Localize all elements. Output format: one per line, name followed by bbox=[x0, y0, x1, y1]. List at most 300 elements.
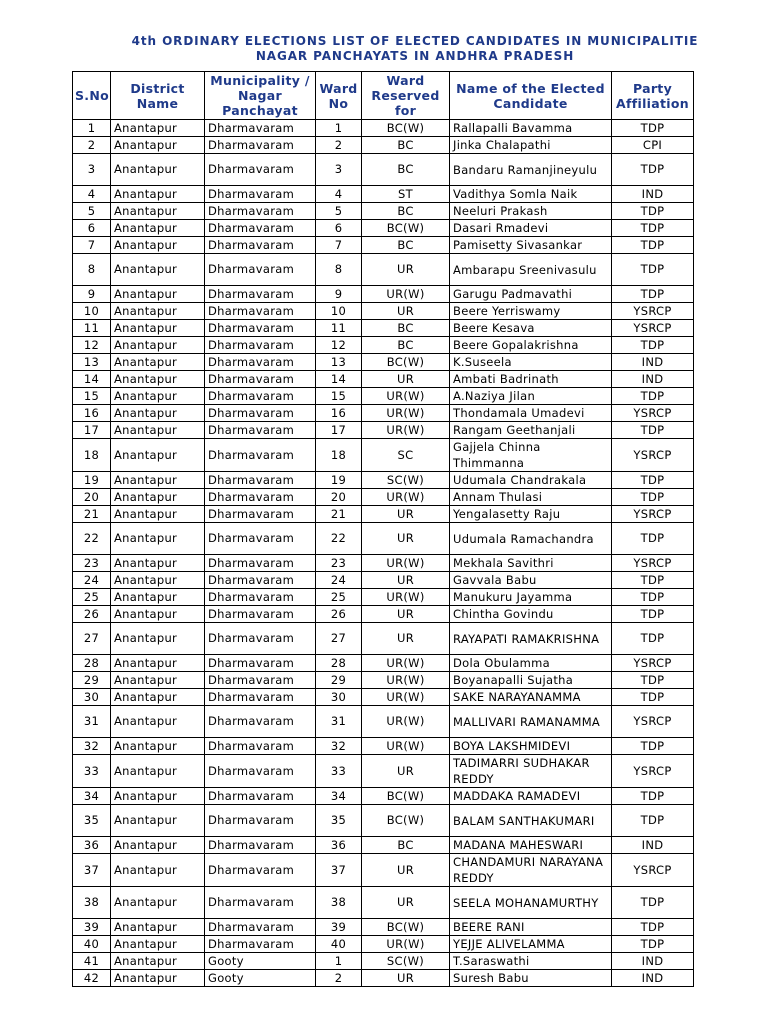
header-sno: S.No bbox=[73, 72, 111, 120]
cell-ward-no: 27 bbox=[316, 623, 362, 655]
cell-municipality: Dharmavaram bbox=[205, 388, 316, 405]
cell-candidate: Ambati Badrinath bbox=[450, 371, 612, 388]
cell-candidate: Udumala Chandrakala bbox=[450, 472, 612, 489]
cell-party: TDP bbox=[612, 672, 694, 689]
cell-ward-no: 12 bbox=[316, 337, 362, 354]
cell-party: YSRCP bbox=[612, 320, 694, 337]
table-row bbox=[73, 805, 694, 837]
table-row bbox=[73, 706, 694, 738]
cell-ward-no: 25 bbox=[316, 589, 362, 606]
cell-municipality: Dharmavaram bbox=[205, 887, 316, 919]
cell-district: Anantapur bbox=[111, 154, 205, 186]
cell-sno: 17 bbox=[73, 422, 111, 439]
cell-candidate: Yengalasetty Raju bbox=[450, 506, 612, 523]
cell-district: Anantapur bbox=[111, 489, 205, 506]
cell-candidate: RAYAPATI RAMAKRISHNA bbox=[450, 623, 612, 655]
table-row bbox=[73, 337, 694, 354]
cell-ward-no: 34 bbox=[316, 788, 362, 805]
cell-district: Anantapur bbox=[111, 506, 205, 523]
cell-municipality: Dharmavaram bbox=[205, 706, 316, 738]
cell-ward-reserved: UR(W) bbox=[362, 555, 450, 572]
cell-sno: 16 bbox=[73, 405, 111, 422]
cell-ward-no: 21 bbox=[316, 506, 362, 523]
cell-ward-reserved: BC bbox=[362, 137, 450, 154]
cell-district: Anantapur bbox=[111, 320, 205, 337]
cell-municipality: Dharmavaram bbox=[205, 186, 316, 203]
cell-ward-reserved: UR(W) bbox=[362, 489, 450, 506]
cell-district: Anantapur bbox=[111, 788, 205, 805]
cell-district: Anantapur bbox=[111, 137, 205, 154]
table-row bbox=[73, 672, 694, 689]
cell-party: TDP bbox=[612, 388, 694, 405]
table-row bbox=[73, 422, 694, 439]
cell-party: YSRCP bbox=[612, 706, 694, 738]
cell-candidate: Suresh Babu bbox=[450, 970, 612, 987]
cell-candidate: Dasari Rmadevi bbox=[450, 220, 612, 237]
cell-ward-no: 2 bbox=[316, 137, 362, 154]
cell-party: TDP bbox=[612, 286, 694, 303]
cell-ward-no: 35 bbox=[316, 805, 362, 837]
cell-party: TDP bbox=[612, 489, 694, 506]
cell-ward-no: 23 bbox=[316, 555, 362, 572]
cell-ward-no: 5 bbox=[316, 203, 362, 220]
table-body bbox=[73, 120, 694, 987]
cell-sno: 22 bbox=[73, 523, 111, 555]
cell-district: Anantapur bbox=[111, 371, 205, 388]
cell-district: Anantapur bbox=[111, 555, 205, 572]
cell-district: Anantapur bbox=[111, 854, 205, 887]
cell-sno: 26 bbox=[73, 606, 111, 623]
cell-sno: 20 bbox=[73, 489, 111, 506]
cell-sno: 31 bbox=[73, 706, 111, 738]
cell-sno: 39 bbox=[73, 919, 111, 936]
cell-sno: 28 bbox=[73, 655, 111, 672]
cell-municipality: Dharmavaram bbox=[205, 472, 316, 489]
cell-municipality: Dharmavaram bbox=[205, 506, 316, 523]
cell-ward-no: 32 bbox=[316, 738, 362, 755]
cell-ward-reserved: UR bbox=[362, 254, 450, 286]
cell-ward-no: 2 bbox=[316, 970, 362, 987]
cell-candidate: CHANDAMURI NARAYANA REDDY bbox=[450, 854, 612, 887]
cell-ward-reserved: BC(W) bbox=[362, 919, 450, 936]
cell-sno: 36 bbox=[73, 837, 111, 854]
cell-district: Anantapur bbox=[111, 354, 205, 371]
table-row bbox=[73, 738, 694, 755]
table-row bbox=[73, 354, 694, 371]
cell-ward-reserved: SC(W) bbox=[362, 472, 450, 489]
cell-municipality: Gooty bbox=[205, 970, 316, 987]
cell-candidate: YEJJE ALIVELAMMA bbox=[450, 936, 612, 953]
cell-ward-reserved: UR bbox=[362, 970, 450, 987]
cell-ward-reserved: BC bbox=[362, 337, 450, 354]
cell-party: TDP bbox=[612, 472, 694, 489]
cell-candidate: MADANA MAHESWARI bbox=[450, 837, 612, 854]
cell-district: Anantapur bbox=[111, 689, 205, 706]
cell-ward-no: 24 bbox=[316, 572, 362, 589]
title-line-2: NAGAR PANCHAYATS IN ANDHRA PRADESH bbox=[255, 49, 575, 63]
cell-sno: 13 bbox=[73, 354, 111, 371]
table-row bbox=[73, 320, 694, 337]
cell-district: Anantapur bbox=[111, 254, 205, 286]
cell-party: TDP bbox=[612, 572, 694, 589]
table-row bbox=[73, 254, 694, 286]
cell-party: IND bbox=[612, 837, 694, 854]
cell-district: Anantapur bbox=[111, 439, 205, 472]
cell-district: Anantapur bbox=[111, 837, 205, 854]
cell-sno: 23 bbox=[73, 555, 111, 572]
cell-district: Anantapur bbox=[111, 303, 205, 320]
cell-ward-reserved: UR(W) bbox=[362, 672, 450, 689]
cell-municipality: Dharmavaram bbox=[205, 337, 316, 354]
table-row bbox=[73, 936, 694, 953]
cell-municipality: Dharmavaram bbox=[205, 405, 316, 422]
cell-ward-reserved: SC bbox=[362, 439, 450, 472]
cell-municipality: Dharmavaram bbox=[205, 354, 316, 371]
cell-municipality: Dharmavaram bbox=[205, 254, 316, 286]
cell-municipality: Dharmavaram bbox=[205, 788, 316, 805]
table-row bbox=[73, 589, 694, 606]
cell-sno: 5 bbox=[73, 203, 111, 220]
cell-sno: 25 bbox=[73, 589, 111, 606]
cell-party: YSRCP bbox=[612, 555, 694, 572]
table-row bbox=[73, 755, 694, 788]
cell-municipality: Dharmavaram bbox=[205, 237, 316, 254]
cell-sno: 42 bbox=[73, 970, 111, 987]
cell-sno: 1 bbox=[73, 120, 111, 137]
cell-ward-no: 26 bbox=[316, 606, 362, 623]
table-row bbox=[73, 919, 694, 936]
cell-district: Anantapur bbox=[111, 589, 205, 606]
cell-ward-reserved: UR(W) bbox=[362, 422, 450, 439]
table-row bbox=[73, 970, 694, 987]
cell-candidate: Rallapalli Bavamma bbox=[450, 120, 612, 137]
cell-district: Anantapur bbox=[111, 422, 205, 439]
table-row bbox=[73, 120, 694, 137]
cell-ward-reserved: BC bbox=[362, 203, 450, 220]
title-line-1: 4th ORDINARY ELECTIONS LIST OF ELECTED CANDIDATES IN MUNICIPALITIE bbox=[131, 34, 699, 48]
cell-ward-reserved: UR bbox=[362, 606, 450, 623]
cell-party: TDP bbox=[612, 254, 694, 286]
cell-municipality: Dharmavaram bbox=[205, 523, 316, 555]
cell-ward-no: 6 bbox=[316, 220, 362, 237]
header-district: District Name bbox=[111, 72, 205, 120]
cell-sno: 2 bbox=[73, 137, 111, 154]
cell-ward-no: 29 bbox=[316, 672, 362, 689]
cell-district: Anantapur bbox=[111, 186, 205, 203]
cell-candidate: Annam Thulasi bbox=[450, 489, 612, 506]
cell-sno: 19 bbox=[73, 472, 111, 489]
cell-district: Anantapur bbox=[111, 953, 205, 970]
cell-municipality: Dharmavaram bbox=[205, 919, 316, 936]
header-party: Party Affiliation bbox=[612, 72, 694, 120]
cell-candidate: Udumala Ramachandra bbox=[450, 523, 612, 555]
cell-municipality: Dharmavaram bbox=[205, 439, 316, 472]
cell-municipality: Dharmavaram bbox=[205, 422, 316, 439]
cell-candidate: Ambarapu Sreenivasulu bbox=[450, 254, 612, 286]
cell-candidate: Thondamala Umadevi bbox=[450, 405, 612, 422]
document-title bbox=[70, 34, 760, 64]
table-row bbox=[73, 186, 694, 203]
cell-ward-no: 30 bbox=[316, 689, 362, 706]
cell-sno: 10 bbox=[73, 303, 111, 320]
cell-district: Anantapur bbox=[111, 388, 205, 405]
table-row bbox=[73, 523, 694, 555]
cell-sno: 34 bbox=[73, 788, 111, 805]
cell-sno: 21 bbox=[73, 506, 111, 523]
cell-candidate: Mekhala Savithri bbox=[450, 555, 612, 572]
cell-sno: 15 bbox=[73, 388, 111, 405]
cell-candidate: Manukuru Jayamma bbox=[450, 589, 612, 606]
cell-sno: 6 bbox=[73, 220, 111, 237]
cell-ward-reserved: UR(W) bbox=[362, 589, 450, 606]
cell-sno: 32 bbox=[73, 738, 111, 755]
cell-party: TDP bbox=[612, 623, 694, 655]
table-row bbox=[73, 788, 694, 805]
cell-party: YSRCP bbox=[612, 755, 694, 788]
cell-sno: 12 bbox=[73, 337, 111, 354]
cell-ward-no: 13 bbox=[316, 354, 362, 371]
table-row bbox=[73, 953, 694, 970]
table-row bbox=[73, 854, 694, 887]
cell-candidate: Dola Obulamma bbox=[450, 655, 612, 672]
cell-candidate: Boyanapalli Sujatha bbox=[450, 672, 612, 689]
cell-municipality: Dharmavaram bbox=[205, 371, 316, 388]
cell-municipality: Dharmavaram bbox=[205, 655, 316, 672]
table-row bbox=[73, 439, 694, 472]
cell-ward-no: 16 bbox=[316, 405, 362, 422]
cell-party: TDP bbox=[612, 523, 694, 555]
cell-ward-reserved: UR bbox=[362, 303, 450, 320]
cell-district: Anantapur bbox=[111, 472, 205, 489]
cell-party: TDP bbox=[612, 805, 694, 837]
cell-ward-reserved: BC bbox=[362, 154, 450, 186]
cell-candidate: BEERE RANI bbox=[450, 919, 612, 936]
cell-municipality: Dharmavaram bbox=[205, 589, 316, 606]
cell-sno: 29 bbox=[73, 672, 111, 689]
cell-ward-reserved: UR(W) bbox=[362, 706, 450, 738]
cell-district: Anantapur bbox=[111, 405, 205, 422]
cell-ward-reserved: UR(W) bbox=[362, 738, 450, 755]
cell-ward-no: 7 bbox=[316, 237, 362, 254]
cell-ward-no: 31 bbox=[316, 706, 362, 738]
cell-municipality: Dharmavaram bbox=[205, 689, 316, 706]
cell-sno: 37 bbox=[73, 854, 111, 887]
cell-district: Anantapur bbox=[111, 572, 205, 589]
cell-ward-no: 33 bbox=[316, 755, 362, 788]
cell-ward-reserved: BC bbox=[362, 237, 450, 254]
cell-sno: 38 bbox=[73, 887, 111, 919]
cell-candidate: Gavvala Babu bbox=[450, 572, 612, 589]
cell-candidate: Gajjela Chinna Thimmanna bbox=[450, 439, 612, 472]
cell-candidate: Neeluri Prakash bbox=[450, 203, 612, 220]
cell-candidate: A.Naziya Jilan bbox=[450, 388, 612, 405]
cell-candidate: TADIMARRI SUDHAKAR REDDY bbox=[450, 755, 612, 788]
cell-party: IND bbox=[612, 953, 694, 970]
cell-municipality: Dharmavaram bbox=[205, 854, 316, 887]
cell-ward-reserved: BC(W) bbox=[362, 354, 450, 371]
cell-municipality: Dharmavaram bbox=[205, 203, 316, 220]
cell-district: Anantapur bbox=[111, 755, 205, 788]
cell-municipality: Dharmavaram bbox=[205, 738, 316, 755]
cell-district: Anantapur bbox=[111, 237, 205, 254]
cell-ward-reserved: BC(W) bbox=[362, 805, 450, 837]
cell-ward-reserved: UR(W) bbox=[362, 655, 450, 672]
cell-ward-reserved: BC bbox=[362, 320, 450, 337]
cell-party: TDP bbox=[612, 689, 694, 706]
cell-sno: 40 bbox=[73, 936, 111, 953]
cell-candidate: MALLIVARI RAMANAMMA bbox=[450, 706, 612, 738]
table-row bbox=[73, 137, 694, 154]
cell-candidate: Beere Gopalakrishna bbox=[450, 337, 612, 354]
cell-candidate: Beere Yerriswamy bbox=[450, 303, 612, 320]
cell-party: YSRCP bbox=[612, 303, 694, 320]
cell-candidate: Garugu Padmavathi bbox=[450, 286, 612, 303]
cell-district: Anantapur bbox=[111, 655, 205, 672]
cell-party: TDP bbox=[612, 738, 694, 755]
cell-sno: 18 bbox=[73, 439, 111, 472]
cell-ward-no: 18 bbox=[316, 439, 362, 472]
cell-candidate: SEELA MOHANAMURTHY bbox=[450, 887, 612, 919]
cell-party: TDP bbox=[612, 154, 694, 186]
cell-party: YSRCP bbox=[612, 854, 694, 887]
cell-district: Anantapur bbox=[111, 286, 205, 303]
table-row bbox=[73, 371, 694, 388]
cell-district: Anantapur bbox=[111, 220, 205, 237]
header-ward-reserved: Ward Reserved for bbox=[362, 72, 450, 120]
cell-candidate: Pamisetty Sivasankar bbox=[450, 237, 612, 254]
cell-ward-reserved: UR(W) bbox=[362, 405, 450, 422]
cell-party: TDP bbox=[612, 788, 694, 805]
cell-ward-no: 40 bbox=[316, 936, 362, 953]
table-row bbox=[73, 887, 694, 919]
cell-sno: 30 bbox=[73, 689, 111, 706]
cell-ward-reserved: UR(W) bbox=[362, 286, 450, 303]
cell-ward-reserved: UR bbox=[362, 887, 450, 919]
cell-district: Anantapur bbox=[111, 523, 205, 555]
table-row bbox=[73, 472, 694, 489]
cell-sno: 11 bbox=[73, 320, 111, 337]
cell-ward-reserved: UR(W) bbox=[362, 388, 450, 405]
cell-party: TDP bbox=[612, 606, 694, 623]
header-municipality: Municipality / Nagar Panchayat bbox=[205, 72, 316, 120]
cell-ward-reserved: BC(W) bbox=[362, 220, 450, 237]
cell-sno: 35 bbox=[73, 805, 111, 837]
cell-ward-reserved: SC(W) bbox=[362, 953, 450, 970]
cell-candidate: K.Suseela bbox=[450, 354, 612, 371]
cell-district: Anantapur bbox=[111, 203, 205, 220]
cell-municipality: Gooty bbox=[205, 953, 316, 970]
cell-district: Anantapur bbox=[111, 623, 205, 655]
cell-party: CPI bbox=[612, 137, 694, 154]
cell-ward-reserved: UR bbox=[362, 506, 450, 523]
table-row bbox=[73, 623, 694, 655]
cell-candidate: T.Saraswathi bbox=[450, 953, 612, 970]
table-row bbox=[73, 303, 694, 320]
table-row bbox=[73, 506, 694, 523]
cell-district: Anantapur bbox=[111, 936, 205, 953]
cell-ward-no: 14 bbox=[316, 371, 362, 388]
table-row bbox=[73, 489, 694, 506]
table-row bbox=[73, 405, 694, 422]
cell-ward-no: 37 bbox=[316, 854, 362, 887]
cell-party: YSRCP bbox=[612, 405, 694, 422]
table-row bbox=[73, 572, 694, 589]
cell-district: Anantapur bbox=[111, 706, 205, 738]
cell-sno: 14 bbox=[73, 371, 111, 388]
cell-ward-no: 38 bbox=[316, 887, 362, 919]
cell-party: TDP bbox=[612, 919, 694, 936]
cell-municipality: Dharmavaram bbox=[205, 555, 316, 572]
cell-municipality: Dharmavaram bbox=[205, 572, 316, 589]
cell-municipality: Dharmavaram bbox=[205, 805, 316, 837]
cell-district: Anantapur bbox=[111, 337, 205, 354]
cell-sno: 4 bbox=[73, 186, 111, 203]
cell-municipality: Dharmavaram bbox=[205, 489, 316, 506]
cell-party: TDP bbox=[612, 422, 694, 439]
cell-ward-reserved: UR(W) bbox=[362, 936, 450, 953]
cell-candidate: Beere Kesava bbox=[450, 320, 612, 337]
header-ward-no: Ward No bbox=[316, 72, 362, 120]
cell-party: TDP bbox=[612, 203, 694, 220]
cell-party: TDP bbox=[612, 936, 694, 953]
cell-party: YSRCP bbox=[612, 655, 694, 672]
cell-ward-no: 4 bbox=[316, 186, 362, 203]
cell-ward-no: 15 bbox=[316, 388, 362, 405]
cell-ward-no: 8 bbox=[316, 254, 362, 286]
cell-party: IND bbox=[612, 354, 694, 371]
cell-ward-reserved: UR bbox=[362, 572, 450, 589]
cell-municipality: Dharmavaram bbox=[205, 623, 316, 655]
cell-party: IND bbox=[612, 186, 694, 203]
cell-party: TDP bbox=[612, 589, 694, 606]
cell-party: IND bbox=[612, 970, 694, 987]
table-row bbox=[73, 655, 694, 672]
cell-municipality: Dharmavaram bbox=[205, 220, 316, 237]
cell-district: Anantapur bbox=[111, 805, 205, 837]
cell-sno: 3 bbox=[73, 154, 111, 186]
cell-candidate: SAKE NARAYANAMMA bbox=[450, 689, 612, 706]
cell-ward-reserved: BC(W) bbox=[362, 788, 450, 805]
table-row bbox=[73, 220, 694, 237]
table-row bbox=[73, 606, 694, 623]
cell-district: Anantapur bbox=[111, 887, 205, 919]
cell-party: TDP bbox=[612, 337, 694, 354]
cell-candidate: Jinka Chalapathi bbox=[450, 137, 612, 154]
cell-ward-reserved: UR bbox=[362, 755, 450, 788]
cell-ward-reserved: UR bbox=[362, 623, 450, 655]
cell-ward-no: 10 bbox=[316, 303, 362, 320]
cell-party: IND bbox=[612, 371, 694, 388]
cell-ward-no: 39 bbox=[316, 919, 362, 936]
cell-sno: 8 bbox=[73, 254, 111, 286]
cell-candidate: Chintha Govindu bbox=[450, 606, 612, 623]
cell-ward-reserved: ST bbox=[362, 186, 450, 203]
cell-municipality: Dharmavaram bbox=[205, 154, 316, 186]
cell-ward-reserved: UR bbox=[362, 523, 450, 555]
cell-municipality: Dharmavaram bbox=[205, 672, 316, 689]
cell-municipality: Dharmavaram bbox=[205, 120, 316, 137]
header-candidate: Name of the Elected Candidate bbox=[450, 72, 612, 120]
cell-ward-no: 9 bbox=[316, 286, 362, 303]
cell-ward-no: 36 bbox=[316, 837, 362, 854]
cell-municipality: Dharmavaram bbox=[205, 303, 316, 320]
cell-ward-no: 17 bbox=[316, 422, 362, 439]
table-row bbox=[73, 689, 694, 706]
cell-party: TDP bbox=[612, 887, 694, 919]
cell-candidate: BOYA LAKSHMIDEVI bbox=[450, 738, 612, 755]
cell-ward-reserved: BC bbox=[362, 837, 450, 854]
cell-district: Anantapur bbox=[111, 970, 205, 987]
